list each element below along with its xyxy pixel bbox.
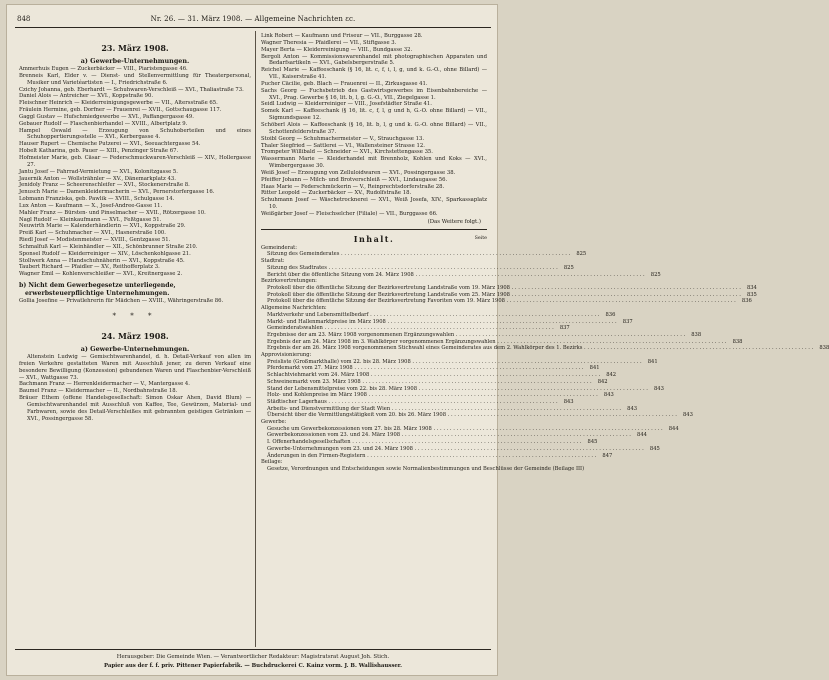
toc-row	[261, 378, 608, 386]
toc-title: Arbeits- und Dienstvermittlung der Stadt Wien . . .	[261, 406, 621, 413]
section-separator: * * *	[112, 312, 158, 320]
toc-page: 838	[691, 331, 702, 338]
toc-title: Ergebnis der am 26. März 1908 vorgenommenen Stichwahl eines Gemeinderates aus dem 2. Wahlkörper des 1. Bezirks . . .	[261, 345, 813, 352]
toc-page: 835	[746, 291, 757, 298]
list-item: Trompeter Willibald — Schneider — XVI., Kirchstettengasse 35.	[261, 149, 433, 156]
toc-title: Städtischer Lagerhaus . . .	[261, 399, 558, 406]
list-item: Schuhmann Josef — Wäschetrocknerei — XVI., Weiß Josefa, XIV., Sparkassaplatz 10.	[261, 197, 487, 211]
list-item: Fräulein Hermine, geb. Dorfner — Frauenrei — XVII., Gottschaugasse 117.	[19, 107, 222, 114]
list-item: Daniel Alois — Antreicher — XVI., Koppstraße 90.	[19, 93, 154, 100]
toc-page: 843	[627, 405, 638, 412]
list-item: Fleischner Heinrich — Kleiderreinigungsgewerbe — VII., Altersstraße 65.	[19, 100, 218, 107]
toc-page: 843	[654, 385, 664, 392]
list-item: Stoibl Georg — Schuhmachermeister — V., Strauchgasse 13.	[261, 135, 425, 142]
toc-title: Änderungen in den Firmen-Registern . . .	[261, 453, 596, 460]
toc-page: 845	[649, 445, 660, 452]
toc-row	[261, 439, 598, 446]
toc-page	[471, 305, 487, 312]
toc-page	[471, 419, 487, 426]
toc-title: Protokoll über die öffentliche Sitzung der Bezirksvertretung Favoriten vom 19. März 1908 . . .	[261, 298, 736, 305]
toc-page: 844	[668, 425, 679, 432]
list-item: Baumel Franz — Kleidermacher — II., Nordbahnstraße 18.	[19, 388, 178, 395]
toc-title: Preisliste (Großmarkthalle) vom 22. bis 28. März 1908 . . .	[261, 359, 642, 366]
toc-title: Ergebnisse der am 23. März 1908 vorgenommenen Ergänzungswahlen . . .	[261, 332, 685, 339]
toc-row	[261, 318, 633, 326]
list-item: Riedl Josef — Modistenmeister — XVIII., Gentzgasse 51.	[19, 237, 171, 244]
toc-page: 838	[819, 345, 829, 352]
list-item: Gollia Josefine — Privatlehrerin für Mädchen — XVIII., Währingerstraße 86.	[19, 298, 224, 305]
entries-list-23-march	[19, 66, 251, 278]
toc-row	[261, 251, 587, 258]
list-item: Wassermann Marie — Kleiderhandel mit Brennholz, Kohlen und Koks — XVI., Wimbergergasse 30.	[261, 156, 487, 170]
column-divider	[255, 31, 256, 647]
header-rule	[15, 27, 491, 28]
page-number: 848	[17, 15, 31, 23]
toc-title: Marktverkehr und Lebensmittelbedarf . . .	[261, 312, 599, 319]
toc-row	[261, 432, 647, 439]
section-a-title-2: a) Gewerbe-Unternehmungen.	[80, 345, 190, 353]
toc-page: 843	[603, 392, 614, 399]
list-item: Hofmeister Marie, geb. Cäsar — Federschmuckwaren-Verschleiß — XIV., Hollergasse 27.	[19, 154, 251, 168]
list-item: Pucher Cäcilie, geb. Blach — Frauenrei — II., Zirkusgasse 41.	[261, 80, 428, 87]
toc-page: 843	[563, 398, 574, 405]
toc-title: Stand der Lebensmittelpreise vom 22. bis 28. März 1908 . . .	[261, 386, 648, 393]
toc-row	[261, 352, 487, 359]
toc-page	[471, 245, 487, 252]
list-item: Lobmann Franziska, geb. Pawlik — XVIII., Schulgasse 14.	[19, 196, 175, 203]
section-a-title: a) Gewerbe-Unternehmungen.	[80, 57, 190, 65]
list-item: Nagl Rudolf — Kleinkaufmann — XVI., Feßtgasse 51.	[19, 216, 162, 223]
toc-row	[261, 331, 702, 339]
list-item: Taubert Richard — Pfaidler — XV., Reithofferplatz 3.	[19, 264, 160, 271]
inhalt-title: Inhalt.	[353, 233, 395, 244]
list-item: Mayer Berta — Kleiderreinigung — VIII., Bundgasse 32.	[261, 46, 413, 53]
toc-page	[471, 258, 487, 265]
toc-title: Allgemeine Nachrichten:	[261, 305, 327, 312]
list-item: Bräuer Ethem (offene Handelsgesellschaft: Simon Oskar Ahen, David Blum) — Gemischtwarenhandel mit Ausschluß von Kaffee, Tee, Gewürzen, Material- und Farbwaren, sowie des Detail-Verschleißes mit gebrannten geistigen Getränken — XVI., Possingergasse 58.	[19, 395, 251, 422]
toc-page: 841	[589, 365, 600, 372]
list-item: Seidl Ludwig — Kleiderreiniger — VIII., Josefstädter Straße 41.	[261, 101, 432, 108]
toc-title: Gewerbekonzessionen vom 23. und 24. März 1908 . . .	[261, 432, 631, 439]
toc-title: I. Offenerhandelsgesellschaften . . .	[261, 439, 581, 446]
toc-title: Protokoll über die öffentliche Sitzung der Bezirksvertretung Landstraße vom 25. März 1908 . . .	[261, 292, 741, 299]
toc-row	[261, 398, 574, 406]
list-item: Pfeiffer Johann — Milch- und Brotverschleiß — XVI., Lindaugasse 56.	[261, 176, 448, 183]
toc-row	[261, 271, 661, 279]
list-item: Jantu Josef — Fahrrad-Vermietung — XVI., Kolonitzgasse 5.	[19, 168, 178, 175]
toc-title: Gesuche um Gewerbekonzessionen vom 27. bis 28. März 1908 . . .	[261, 426, 663, 433]
footer-publisher: Herausgeber: Die Gemeinde Wien. — Verantwortlicher Redakteur: Magistratsrat August Joh. Stich.	[116, 654, 390, 660]
toc-row	[261, 291, 757, 299]
day-title-23-march: 23. März 1908.	[101, 43, 169, 53]
toc-title: Bericht über die öffentliche Sitzung vom 24. März 1908 . . .	[261, 272, 645, 279]
toc-page: 847	[602, 452, 613, 459]
list-item: Hobelt Katharina, geb. Pauer — XIII., Penzinger Straße 67.	[19, 148, 179, 155]
toc-row	[261, 425, 679, 433]
toc-page	[471, 459, 487, 466]
list-item: Hauser Rupert — Chemische Putzerei — XVI., Seeuachtergasse 54.	[19, 141, 201, 148]
list-item: Weiß Josef — Erzeugung von Zelluloidwaren — XVI., Possingergasse 38.	[261, 169, 456, 176]
toc-page: 844	[637, 432, 647, 439]
toc-title: Gesetze, Verordnungen und Entscheidungen sowie Normalienbestimmungen und Beschlüsse der Gemeinde (Beilage III)	[267, 465, 585, 472]
right-column	[261, 33, 829, 645]
toc-row	[261, 311, 616, 319]
toc-row	[261, 392, 614, 399]
toc-title: Gemeinderatswahlen . . .	[261, 325, 554, 332]
section-b-title: b) Nicht dem Gewerbegesetze unterliegende, erwerbsteuerpflichtige Unternehmungen.	[19, 282, 176, 298]
toc-page: 842	[606, 372, 617, 379]
toc-title: Schweinemarkt vom 23. März 1908 . . .	[261, 379, 592, 386]
toc-row	[261, 365, 600, 372]
toc-page	[471, 278, 487, 285]
toc-title: Stadtrat:	[261, 258, 285, 265]
toc-page: 825	[650, 271, 661, 278]
entries-list-24-march	[19, 381, 251, 422]
list-item: Preiß Karl — Schuhmacher — XVI., Hasnerstraße 100.	[19, 230, 166, 237]
toc-page: 838	[732, 338, 743, 345]
toc-row	[261, 358, 658, 366]
toc-title: Bezirksvertretungen:	[261, 278, 317, 285]
list-item: Wagner Theresia — Pfaidlerei — VII., Stiftgasse 3.	[261, 39, 397, 46]
list-item: Jauernik Anton — Wollsträhnler — XV., Dänemarkplatz 43.	[19, 175, 176, 182]
list-item: Jenusch Marie — Damenkleidermacherin — XVI., Pernerstorfergasse 16.	[19, 189, 215, 196]
continued-note: (Das Weitere folgt.)	[427, 218, 481, 225]
toc-title: Holz- und Kohlenpreise im März 1908 . . .	[261, 392, 598, 399]
toc-row	[261, 345, 829, 352]
toc-row	[261, 245, 487, 252]
toc-row	[261, 445, 660, 453]
list-item: Czichy Johanna, geb. Eberhardt — Schuhwaren-Verschleiß — XVI., Thaliastraße 73.	[19, 86, 244, 93]
left-column	[19, 33, 251, 645]
lead-entry: Altenstein Ludwig — Gemischtwarenhandel, d. h. Detail-Verkauf von allen im freien Verkehre gestatteten Waren mit Ausschluß jener, zu deren Verkauf eine besondere Bewilligung (Konzession) gebundenen Waren und Flaschenbier-Verschleiß — XVI., Wattgasse 73.	[19, 354, 251, 381]
toc-row	[261, 278, 487, 285]
toc-row	[261, 459, 487, 466]
seite-label: Seite	[474, 235, 487, 241]
toc-row	[261, 465, 585, 473]
list-item: Haas Marie — Federschmückerin — V., Reinprechtsdorferstraße 28.	[261, 183, 445, 190]
toc-title: Beilage:	[261, 459, 283, 466]
toc-row	[261, 325, 570, 332]
page-header	[17, 13, 489, 25]
table-of-contents	[261, 244, 829, 473]
list-item: Schöberl Alois — Kaffeeschank (§ 16, lit. b, l, g und k. G.-O. ohne Billard) — VII., Schottenfelderstraße 37.	[261, 121, 487, 135]
toc-row	[261, 305, 487, 312]
toc-page: 834	[746, 285, 757, 291]
entries-list-b	[19, 298, 251, 305]
list-item: Weißgärber Josef — Fleischselcher (Filiale) — VII., Burggasse 66.	[261, 210, 438, 217]
inhalt-header	[261, 233, 487, 245]
list-item: Sachs Georg — Fuchsbetrieb des Gastwirtsgewerbes im Eisenbahnbereiche — XVI., Prag. Gewerbe § 16, lit. b, l, g. G.-O., VII., Ziegelgasse 1.	[261, 87, 487, 101]
toc-title: Gemeinderat:	[261, 244, 297, 251]
list-item: Lux Anton — Kaufmann — X., Josef-Andree-Gasse 11.	[19, 202, 163, 209]
toc-page: 836	[605, 311, 616, 318]
list-item: Gaggl Gustav — Hufschmiedgewerbe — XVI., Paffangergasse 49.	[19, 113, 194, 120]
list-item: Stollwerk Anna — Handschuhnäherin — XVI., Koppstraße 45.	[19, 257, 185, 264]
toc-page: 842	[597, 378, 608, 385]
footer-rule	[15, 649, 491, 650]
toc-row	[261, 452, 613, 460]
toc-row	[261, 419, 487, 426]
running-title: Nr. 26. — 31. März 1908. — Allgemeine Nachrichten ɛc.	[150, 15, 356, 23]
toc-title: Übersicht über die Vermittlungstätigkeit vom 20. bis 26. März 1908 . . .	[261, 412, 677, 419]
toc-row	[261, 412, 693, 419]
toc-row	[261, 264, 574, 272]
toc-title: Approvisionierung:	[261, 352, 312, 359]
toc-row	[261, 338, 743, 346]
toc-page: 843	[682, 412, 693, 419]
list-item: Jenidoly Franz — Scheerenschleifer — XVI., Stockenerstraße 8.	[19, 182, 190, 189]
toc-title: Protokoll über die öffentliche Sitzung der Bezirksvertretung Landstraße vom 19. März 1908 . . .	[261, 285, 741, 292]
toc-page: 825	[576, 251, 587, 258]
day-title-24-march: 24. März 1908.	[101, 331, 169, 341]
toc-title: Gewerbe-Unternehmungen vom 23. und 24. März 1908 . . .	[261, 446, 644, 453]
list-item: Somek Karl — Kaffeeschank (§ 16, lit. c, f, l, g und h, G.-O. ohne Billard) — VII., Sigmundsgasse 12.	[261, 108, 487, 122]
toc-row	[261, 385, 664, 393]
toc-page: 837	[559, 325, 570, 332]
newspaper-page	[6, 4, 829, 676]
inhalt-rule	[261, 229, 487, 230]
toc-page	[584, 466, 600, 473]
list-item: Thaler Siegfried — Sattlerei — VI., Wallensteiner Strasse 12.	[261, 142, 425, 149]
toc-title: Ergebnis der am 24. März 1908 im 3. Wahlkörper vorgenommenen Ergänzungswahlen . . .	[261, 339, 726, 346]
toc-page: 841	[647, 358, 658, 365]
toc-title: Sitzung des Stadtrates . . .	[261, 265, 558, 272]
toc-page: 837	[622, 318, 633, 325]
list-item: Brenneis Karl, Elder v. — Dienst- und Stellenvermittlung für Theaterpersonal, Musiker und Varietéartisten — I., Friedrichstraße 6.	[19, 72, 251, 86]
toc-row	[261, 258, 487, 265]
list-item: Bergoli Anton — Kommissionswarenhandel mit photographischen Apparaten und Bedarfsartikeln — XVI., Gabelsbergerstraße 5.	[261, 53, 487, 67]
list-item: Wagner Emil — Kohlenverschleißer — XVI., Kreitnergasse 2.	[19, 271, 183, 278]
toc-page: 845	[587, 439, 598, 446]
list-item: Link Robert — Kaufmann und Friseur — VII., Burggasse 28.	[261, 33, 423, 39]
footer-printer: Papier aus der f. f. priv. Pittener Papierfabrik. — Buchdruckerei C. Kainz vorm. J. B. Wallishausser.	[103, 663, 403, 669]
entries-list-continued	[261, 33, 487, 218]
list-item: Mahler Franz — Bürsten- und Pinselmacher — XVII., Rötzergasse 10.	[19, 209, 206, 216]
list-item: Reichel Marie — Kaffeeschank (§ 16, lit. c, f, i, l, g, und k. G.-O., ohne Billard) — VII., Kaiserstraße 41.	[261, 67, 487, 81]
toc-title: Gewerbe:	[261, 419, 287, 426]
toc-row	[261, 298, 752, 305]
toc-page	[471, 352, 487, 359]
list-item: Sponsel Rudolf — Kleiderreiniger — XIV., Löschenkohlgasse 21.	[19, 250, 191, 257]
toc-title: Markt- und Hallenmarktpreise im März 1908 . . .	[261, 319, 617, 326]
list-item: Schmalfuß Karl — Kleinhändler — XII., Schönbrunner Straße 210.	[19, 243, 198, 250]
list-item: Ritter Leopold — Zuckerbäcker — XV., Rudolfstraße 18.	[261, 190, 412, 197]
toc-title: Schlachtviehmarkt vom 24. März 1908 . . .	[261, 372, 600, 379]
toc-page: 825	[563, 264, 574, 271]
toc-page: 836	[741, 298, 752, 305]
toc-row	[261, 285, 757, 292]
list-item: Ammerhuis Eugen — Zuckerbäcker — VIII., Piaristengasse 46.	[19, 66, 188, 72]
list-item: Neuwirth Marie — Kalenderhändlerin — XVI., Koppstraße 29.	[19, 223, 186, 230]
list-item: Bachmann Franz — Herrenkleidermacher — V., Mantergasse 4.	[19, 381, 190, 388]
list-item: Hampel Oswald — Erzeugung von Schuhoberteilen und eines Schuhoppertierungsstelle — XVI., Kerbergasse 4.	[19, 127, 251, 141]
toc-title: Pferdemarkt vom 27. März 1908 . . .	[261, 365, 584, 372]
toc-title: Sitzung des Gemeinderates . . .	[261, 251, 570, 258]
toc-row	[261, 372, 617, 379]
list-item: Gebauer Rudolf — Flaschenbierhandel — XVIII., Albertplatz 9.	[19, 120, 188, 127]
